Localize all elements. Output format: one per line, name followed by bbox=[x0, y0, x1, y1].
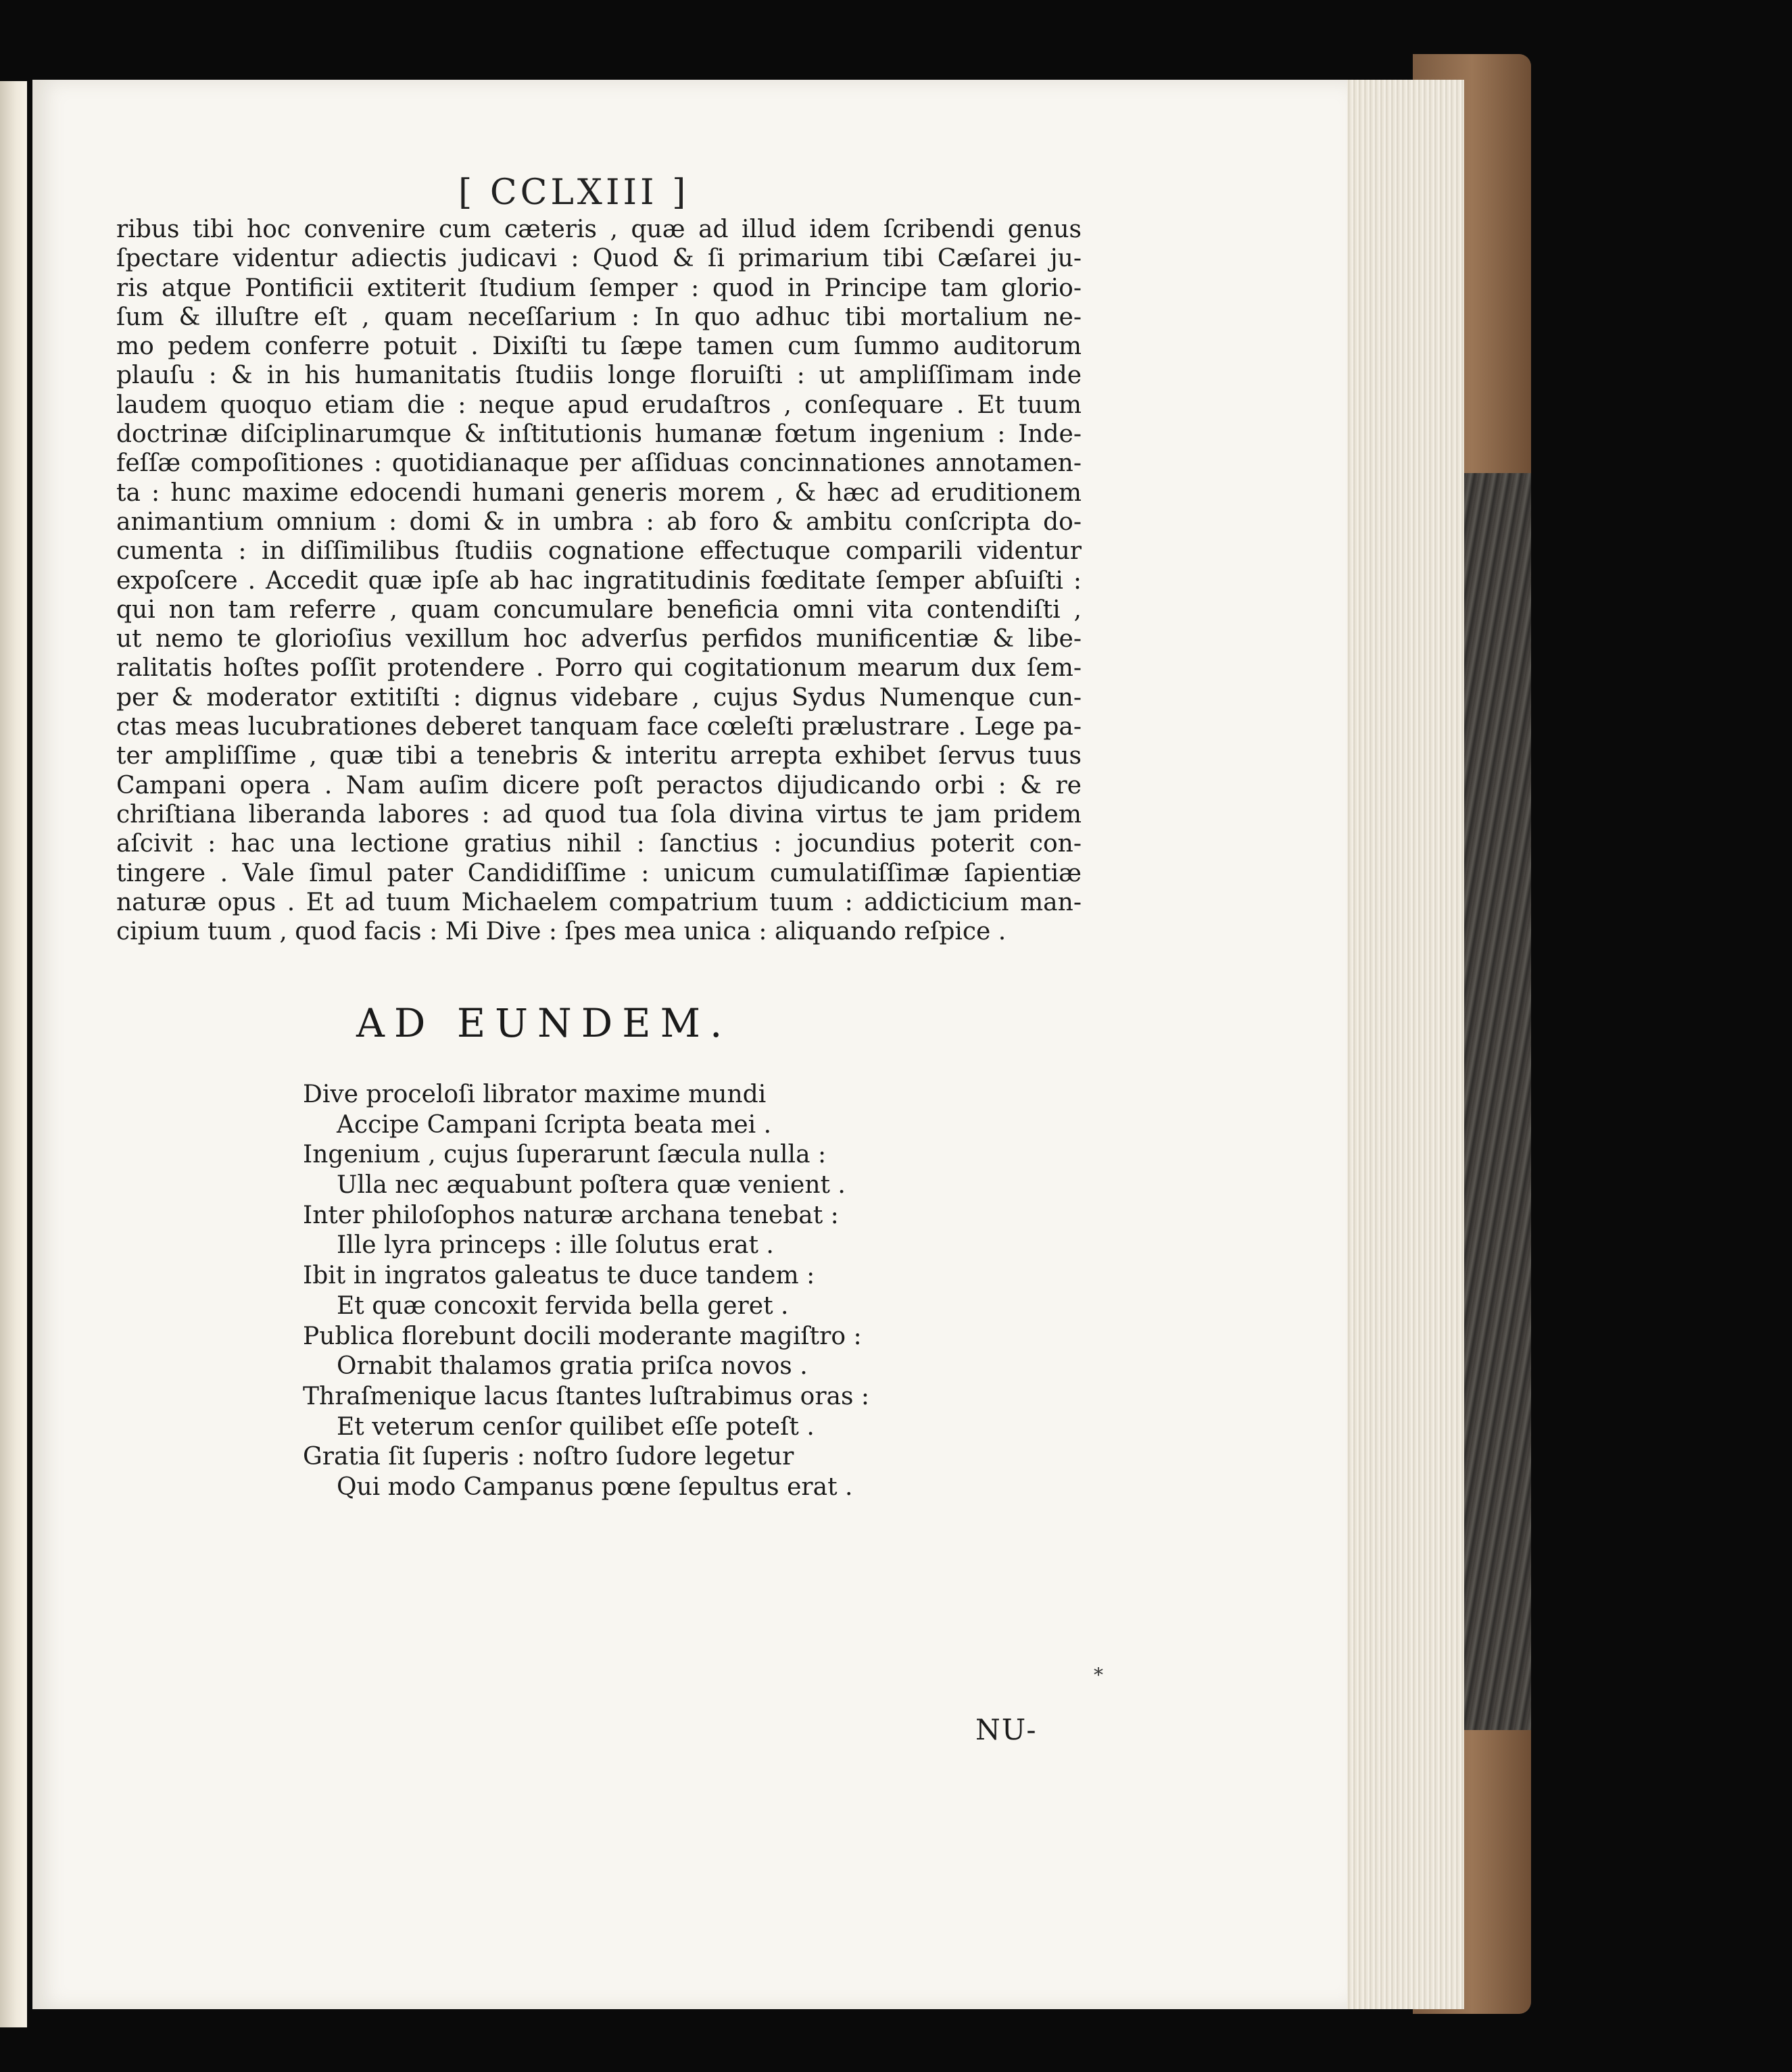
prose-line: mo pedem conferre potuit . Dixiſti tu ſæpe tamen cum ſummo auditorum bbox=[116, 332, 1082, 361]
prose-line: aſcivit : hac una lectione gratius nihil : ſanctius : jocundius poterit con- bbox=[116, 830, 1082, 858]
poem-title: AD EUNDEM. bbox=[356, 1000, 732, 1046]
prose-line: plauſu : & in his humanitatis ſtudiis longe floruiſti : ut ampliſſimam inde bbox=[116, 362, 1082, 390]
poem-line: Gratia ſit ſuperis : noſtro ſudore legetur bbox=[303, 1443, 794, 1471]
poem-line: Publica florebunt docili moderante magiſtro : bbox=[303, 1322, 862, 1350]
prose-line: ter ampliſſime , quæ tibi a tenebris & interitu arrepta exhibet ſervus tuus bbox=[116, 742, 1082, 770]
poem-line: Accipe Campani ſcripta beata mei . bbox=[337, 1110, 772, 1139]
prose-line: ta : hunc maxime edocendi humani generis morem , & hæc ad eruditionem bbox=[116, 478, 1082, 507]
prose-body bbox=[116, 215, 1082, 946]
prose-line: expoſcere . Accedit quæ ipſe ab hac ingratitudinis fœditate ſemper abſuiſti : bbox=[116, 566, 1082, 595]
prose-line: per & moderator extitiſti : dignus videbare , cujus Sydus Numenque cun- bbox=[116, 683, 1082, 712]
prose-line: qui non tam referre , quam concumulare beneficia omni vita contendiſti , bbox=[116, 595, 1082, 624]
poem-line: Inter philoſophos naturæ archana tenebat : bbox=[303, 1201, 839, 1229]
prose-line: feſſæ compoſitiones : quotidianaque per aſſiduas concinnationes annotamen- bbox=[116, 449, 1082, 478]
prose-line: naturæ opus . Et ad tuum Michaelem compatrium tuum : addicticium man- bbox=[116, 888, 1082, 916]
left-page-edge bbox=[0, 81, 27, 2027]
poem-line: Ornabit thalamos gratia priſca novos . bbox=[337, 1352, 808, 1381]
prose-line: Campani opera . Nam auſim dicere poſt peractos dijudicando orbi : & re bbox=[116, 771, 1082, 799]
poem-line: Ingenium , cujus ſuperarunt ſæcula nulla : bbox=[303, 1141, 827, 1169]
prose-line: ſum & illuſtre eſt , quam neceſſarium : In quo adhuc tibi mortalium ne- bbox=[116, 303, 1082, 331]
prose-line: cipium tuum , quod facis : Mi Dive : ſpes mea unica : aliquando reſpice . bbox=[116, 918, 1007, 946]
catchword: NU- bbox=[975, 1713, 1038, 1746]
prose-line: tingere . Vale ſimul pater Candidiſſime : unicum cumulatiſſimæ ſapientiæ bbox=[116, 859, 1082, 887]
poem-line: Dive proceloſi librator maxime mundi bbox=[303, 1081, 767, 1108]
prose-line: cumenta : in diſſimilibus ſtudiis cognatione effectuque comparili videntur bbox=[116, 537, 1082, 566]
prose-line: laudem quoquo etiam die : neque apud erudaſtros , conſequare . Et tuum bbox=[116, 391, 1082, 419]
prose-line: ris atque Pontificii extiterit ſtudium ſemper : quod in Principe tam glorio- bbox=[116, 274, 1082, 302]
prose-line: chriſtiana liberanda labores : ad quod tua ſola divina virtus te jam pridem bbox=[116, 800, 1082, 829]
poem-line: Et veterum cenſor quilibet eſſe poteſt . bbox=[337, 1412, 815, 1441]
prose-line: ctas meas lucubrationes deberet tanquam face cœleſti prælustrare . Lege pa- bbox=[116, 713, 1082, 741]
prose-line: ſpectare videntur adiectis judicavi : Quod & ſi primarium tibi Cæſarei ju- bbox=[116, 245, 1082, 273]
prose-line: doctrinæ diſciplinarumque & inſtitutionis humanæ fœtum ingenium : Inde- bbox=[116, 420, 1082, 449]
poem-line: Et quæ concoxit fervida bella geret . bbox=[337, 1291, 789, 1320]
page-header: [ CCLXIII ] bbox=[458, 172, 689, 213]
poem-body bbox=[303, 1080, 869, 1503]
page-block-edge bbox=[1345, 80, 1464, 2009]
prose-line: ribus tibi hoc convenire cum cæteris , quæ ad illud idem ſcribendi genus bbox=[116, 216, 1082, 243]
prose-line: ralitatis hoſtes poſſit protendere . Porro qui cogitationum mearum dux ſem- bbox=[116, 654, 1082, 683]
prose-line: ut nemo te glorioſius vexillum hoc adverſus perfidos munificentiæ & libe- bbox=[116, 625, 1082, 653]
poem-line: Ulla nec æquabunt poſtera quæ venient . bbox=[337, 1171, 846, 1200]
poem-line: Ille lyra princeps : ille ſolutus erat . bbox=[337, 1231, 774, 1260]
poem-line: Thraſmenique lacus ſtantes luſtrabimus oras : bbox=[303, 1382, 870, 1410]
poem-line: Qui modo Campanus pœne ſepultus erat . bbox=[337, 1473, 853, 1501]
poem-line: Ibit in ingratos galeatus te duce tandem : bbox=[303, 1262, 815, 1290]
prose-line: animantium omnium : domi & in umbra : ab foro & ambitu conſcripta do- bbox=[116, 508, 1082, 536]
margin-mark: * bbox=[1094, 1664, 1103, 1686]
